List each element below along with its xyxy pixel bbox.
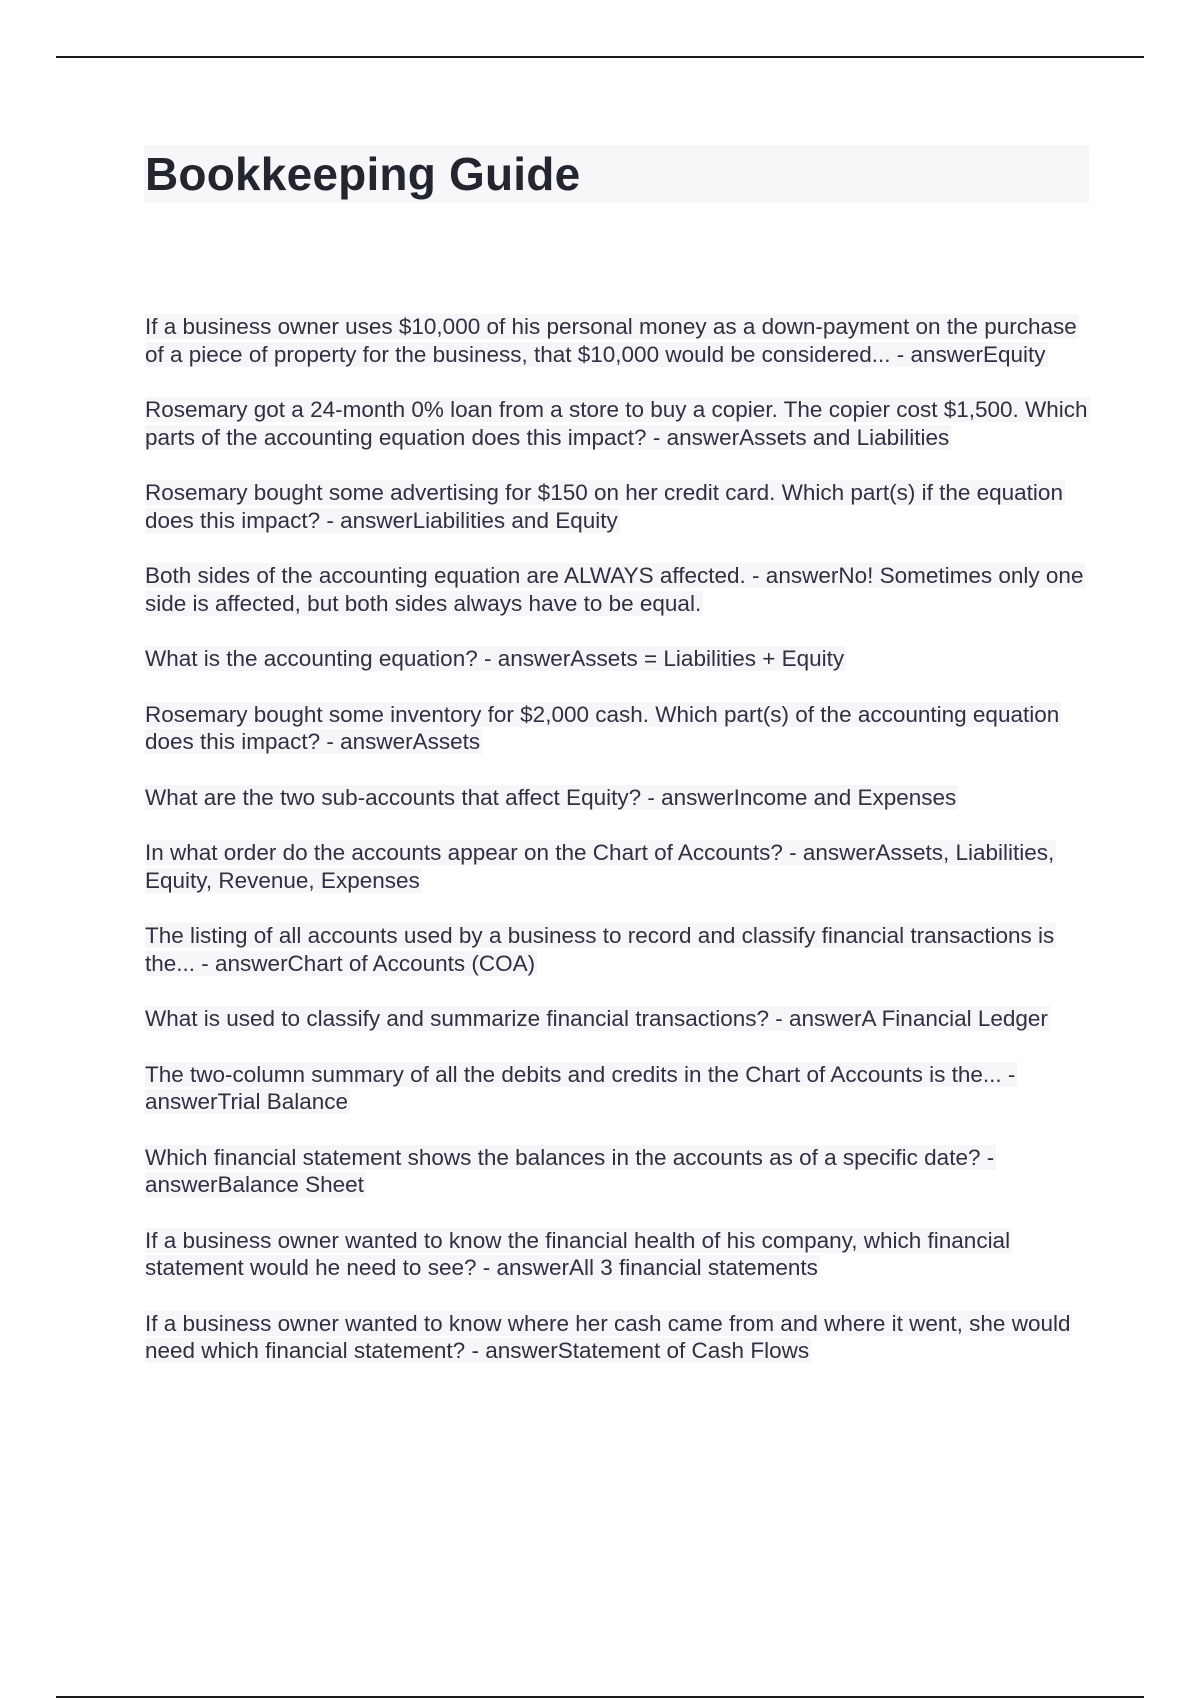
qa-text: What are the two sub-accounts that affect Equity? - answerIncome and Expenses <box>145 784 957 810</box>
qa-item <box>145 396 1095 451</box>
qa-text: If a business owner wanted to know where her cash came from and where it went, she would need which financial statement? - answerStatement of Cash Flows <box>145 1310 1071 1363</box>
qa-item <box>145 479 1095 534</box>
bottom-rule <box>56 1696 1144 1698</box>
page-title: Bookkeeping Guide <box>145 148 581 200</box>
qa-text: If a business owner uses $10,000 of his personal money as a down-payment on the purchase of a piece of property for the business, that $10,000 would be considered... - answerEquity <box>145 314 1077 367</box>
qa-text: What is used to classify and summarize financial transactions? - answerA Financial Ledger <box>145 1006 1048 1031</box>
top-rule <box>56 56 1144 58</box>
qa-text: Rosemary got a 24-month 0% loan from a store to buy a copier. The copier cost $1,500. Which parts of the accounting equation does this impact? - answerAssets and Liabilities <box>145 397 1088 450</box>
qa-item <box>145 1061 1095 1116</box>
qa-text: What is the accounting equation? - answerAssets = Liabilities + Equity <box>145 646 845 671</box>
qa-text: The listing of all accounts used by a business to record and classify financial transactions is the... - answerChart of Accounts (COA) <box>145 923 1055 976</box>
qa-text: Which financial statement shows the balances in the accounts as of a specific date? - answerBalance Sheet <box>145 1144 995 1197</box>
qa-text: Rosemary bought some advertising for $150 on her credit card. Which part(s) if the equation does this impact? - answerLiabilities and Equity <box>145 480 1063 533</box>
qa-item <box>145 784 1095 812</box>
qa-item <box>145 313 1095 368</box>
qa-item <box>145 1005 1095 1033</box>
qa-item <box>145 839 1095 894</box>
qa-text: In what order do the accounts appear on the Chart of Accounts? - answerAssets, Liabilities, Equity, Revenue, Expenses <box>145 840 1055 893</box>
qa-text: Rosemary bought some inventory for $2,000 cash. Which part(s) of the accounting equation does this impact? - answerAssets <box>145 701 1060 754</box>
qa-item <box>145 562 1095 617</box>
qa-text: The two-column summary of all the debits and credits in the Chart of Accounts is the... - answerTrial Balance <box>145 1061 1016 1114</box>
qa-item <box>145 922 1095 977</box>
qa-item <box>145 645 1095 673</box>
qa-item <box>145 1144 1095 1199</box>
qa-text: If a business owner wanted to know the financial health of his company, which financial statement would he need to see? - answerAll 3 financial statements <box>145 1227 1011 1280</box>
qa-list <box>145 313 1105 1393</box>
qa-item <box>145 1310 1095 1365</box>
qa-item <box>145 1227 1095 1282</box>
qa-item <box>145 701 1095 756</box>
qa-text: Both sides of the accounting equation are ALWAYS affected. - answerNo! Sometimes only one side is affected, but both sides always have to be equal. <box>145 563 1084 616</box>
